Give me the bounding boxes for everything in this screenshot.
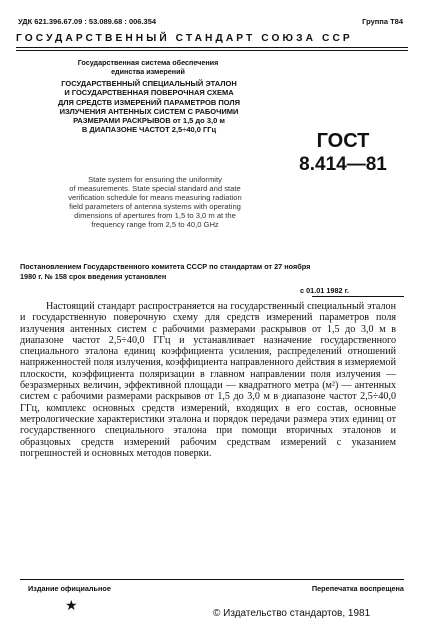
english-title-line: dimensions of apertures from 1,5 to 3,0 m at the: [74, 210, 236, 220]
star-icon: ★: [65, 599, 78, 614]
russian-title-line: РАЗМЕРАМИ РАСКРЫВОВ от 1,5 до 3,0 м: [73, 116, 225, 126]
russian-title-line: ГОСУДАРСТВЕННЫЙ СПЕЦИАЛЬНЫЙ ЭТАЛОН: [61, 79, 237, 88]
gost-number-block: [298, 130, 388, 176]
standard-type-heading: ГОСУДАРСТВЕННЫЙ СТАНДАРТ СОЮЗА ССР: [16, 33, 353, 44]
english-title-line: State system for ensuring the uniformity: [88, 175, 222, 184]
russian-title-line: И ГОСУДАРСТВЕННАЯ ПОВЕРОЧНАЯ СХЕМА: [64, 88, 234, 98]
group-code: Группа Т84: [362, 17, 403, 26]
gost-label: ГОСТ: [316, 130, 370, 152]
effective-date-rule: [312, 296, 404, 297]
header-rule-thin: [16, 50, 408, 51]
english-title-line: of measurements. State special standard and state: [69, 183, 241, 193]
footer-rule: [20, 579, 404, 580]
udk-code: УДК 621.396.67.09 : 53.089.68 : 006.354: [18, 17, 157, 26]
english-title-line: field parameters of antenna systems with operating: [69, 201, 241, 211]
official-edition-label: Издание официальное: [28, 584, 111, 593]
system-title: [48, 58, 248, 76]
copyright-notice: © Издательство стандартов, 1981: [213, 608, 371, 619]
effective-date: с 01.01 1982 г.: [300, 286, 349, 295]
russian-title-line: В ДИАПАЗОНЕ ЧАСТОТ 2,5÷40,0 ГГц: [81, 125, 217, 135]
body-paragraph: Настоящий стандарт распространяется на государственный специальный эталон и государственную поверочную схему для средств измерений параметров поля излучения антенных систем с рабочими размерами раскрывов от 1,5 до 3,0 м в диапазоне частот 2,5÷40,0 ГГц и устанавливает назначение государственного специального эталона единиц коэффициента усиления, распределений отношений напряженностей поля излучения, коэффициента направленного действия в измеряемой плоскости, коэффициента поляризации в главном направлении поля излучения — безразмерных величин, эффективной площади — квадратного метра (м²) — антенных систем с рабочими размерами раскрывов от 1,5 до 3,0 м в диапазоне частот 2,5÷40,0 ГГц, комплекс основных средств измерений, входящих в его состав, основные метрологические характеристики эталона и порядок передачи размера этих единиц от государственного специального эталона при помощи вторичных эталонов и образцовых средств измерений рабочим средствам измерений с указанием погрешностей и основных методов поверки.: [20, 301, 396, 459]
russian-title-line: ДЛЯ СРЕДСТВ ИЗМЕРЕНИЙ ПАРАМЕТРОВ ПОЛЯ: [57, 97, 241, 107]
gost-number: 8.414—81: [299, 154, 387, 175]
english-title-line: frequency range from 2,5 to 40,0 GHz: [91, 219, 219, 229]
system-title-line: единства измерений: [111, 67, 185, 76]
resolution-line: Постановлением Государственного комитета СССР по стандартам от 27 ноября: [20, 262, 311, 271]
english-title-line: verification schedule for means measuring radiation: [68, 192, 242, 202]
russian-title: [38, 79, 260, 135]
resolution-text: [20, 262, 400, 281]
reprint-prohibited-label: Перепечатка воспрещена: [311, 584, 404, 593]
resolution-line: 1980 г. № 158 срок введения установлен: [20, 271, 167, 281]
english-title: [60, 176, 250, 229]
system-title-line: Государственная система обеспечения: [77, 58, 219, 67]
header-rule-thick: [16, 47, 408, 48]
russian-title-line: ИЗЛУЧЕНИЯ АНТЕННЫХ СИСТЕМ С РАБОЧИМИ: [59, 106, 239, 116]
